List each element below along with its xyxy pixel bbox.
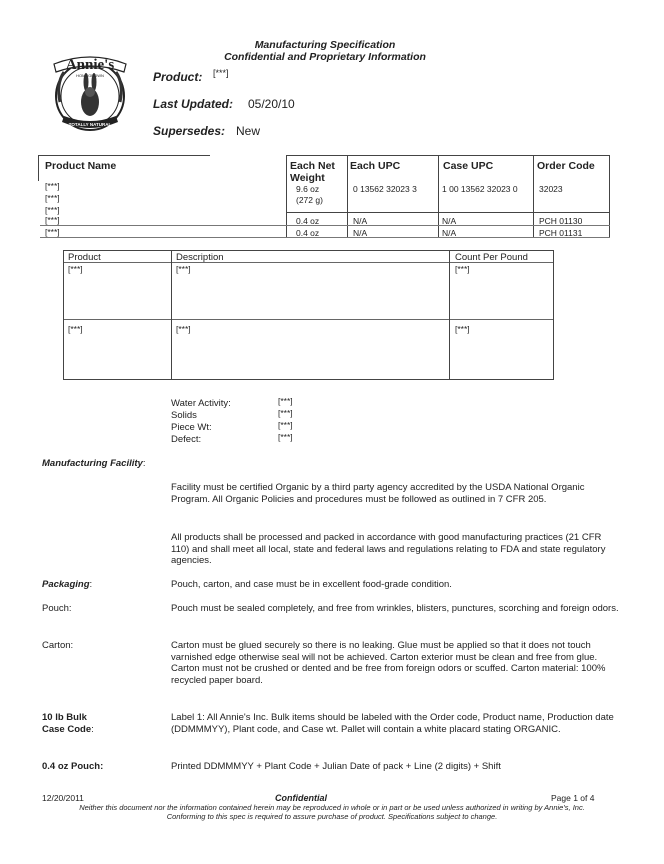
supersedes-label: Supersedes: bbox=[153, 124, 226, 138]
spec-label: Water Activity: bbox=[171, 398, 231, 409]
spec-label: Piece Wt: bbox=[171, 422, 212, 433]
desc-cell: [***] bbox=[68, 264, 83, 274]
product-name-cell: [***] bbox=[45, 205, 60, 215]
col-case-upc: Case UPC bbox=[443, 160, 494, 172]
facility-paragraph-1: Facility must be certified Organic by a third party agency accredited by the USDA National Organic Program. All Organic Policies and procedures must be followed as outlined in 7 CFR 205. bbox=[171, 482, 585, 505]
order-code-cell: PCH 01130 bbox=[539, 216, 583, 226]
table-rule bbox=[171, 250, 172, 380]
svg-text:HOMEGROWN: HOMEGROWN bbox=[76, 73, 104, 78]
svg-text:TOTALLY NATURAL: TOTALLY NATURAL bbox=[68, 122, 112, 127]
table-rule bbox=[38, 155, 39, 181]
pouch-text: Pouch must be sealed completely, and free from wrinkles, blisters, punctures, scorching and foreign odors. bbox=[171, 603, 619, 614]
table-rule bbox=[63, 250, 554, 251]
col-product: Product bbox=[68, 252, 101, 263]
col-product-name: Product Name bbox=[45, 160, 117, 172]
last-updated-label: Last Updated: bbox=[153, 97, 234, 111]
table-rule bbox=[63, 379, 554, 380]
table-rule bbox=[63, 250, 64, 380]
weight-cell: 9.6 oz bbox=[296, 184, 320, 194]
packaging-heading bbox=[42, 579, 92, 590]
carton-text: Carton must be glued securely so there is no leaking. Glue must be applied so that it does not touch varnished edge otherwise seal will not be achieved. Carton exterior must be clean and free from glue. Carton must not be crushed or dented and be free from foreign odors or scuffed. Carton material: 100% recycled paper board. bbox=[171, 640, 606, 686]
table-rule bbox=[553, 250, 554, 380]
product-name-cell: [***] bbox=[45, 181, 60, 191]
pouch-label: Pouch: bbox=[42, 603, 72, 614]
order-code-cell: PCH 01131 bbox=[539, 228, 583, 238]
facility-label: Manufacturing Facility bbox=[42, 458, 143, 469]
desc-cell: [***] bbox=[455, 264, 470, 274]
order-code-cell: 32023 bbox=[539, 184, 563, 194]
bulk-label-line1: 10 lb Bulk bbox=[42, 712, 87, 723]
supersedes-value: New bbox=[236, 124, 261, 138]
weight-cell: 0.4 oz bbox=[296, 228, 320, 238]
table-rule bbox=[286, 155, 610, 156]
desc-cell: [***] bbox=[68, 324, 83, 334]
product-label: Product: bbox=[153, 70, 203, 84]
carton-label: Carton: bbox=[42, 640, 74, 651]
case-upc-cell: N/A bbox=[442, 228, 457, 238]
bulk-label-text: Case Code bbox=[42, 724, 92, 735]
col-net-weight: Each Net Weight bbox=[290, 160, 335, 184]
bulk-colon: : bbox=[91, 724, 94, 735]
col-each-upc: Each UPC bbox=[350, 160, 401, 172]
doc-subtitle: Confidential and Proprietary Information bbox=[224, 51, 426, 63]
weight-cell: 0.4 oz bbox=[296, 216, 320, 226]
spec-value: [***] bbox=[278, 408, 293, 418]
product-name-cell: [***] bbox=[45, 215, 60, 225]
desc-cell: [***] bbox=[455, 324, 470, 334]
table-rule bbox=[63, 319, 554, 320]
facility-paragraph-2: All products shall be processed and packed in accordance with good manufacturing practices (21 CFR 110) and shall meet all local, state and federal laws and regulations relating to FDA and state regulatory agencies. bbox=[171, 532, 606, 566]
packaging-colon: : bbox=[89, 579, 93, 590]
upc-cell: 0 13562 32023 3 bbox=[353, 184, 417, 194]
facility-colon: : bbox=[142, 458, 146, 469]
pouch04-text: Printed DDMMMYY + Plant Code + Julian Date of pack + Line (2 digits) + Shift bbox=[171, 761, 501, 772]
table-rule bbox=[38, 155, 210, 156]
product-name-cell: [***] bbox=[45, 227, 60, 237]
spec-value: [***] bbox=[278, 432, 293, 442]
weight-cell: (272 g) bbox=[296, 195, 323, 205]
product-value: [***] bbox=[213, 68, 229, 78]
doc-title: Manufacturing Specification bbox=[254, 39, 396, 51]
svg-text:Annie's: Annie's bbox=[65, 57, 115, 73]
footer-notice: Neither this document nor the information contained herein may be reproduced in whole or in part or be used unless authorized in writing by Annie's, Inc. Conforming to this spec is required to assure purchase of product. Specifications subject to change. bbox=[79, 803, 585, 821]
col-count-per-pound: Count Per Pound bbox=[455, 252, 528, 263]
spec-label: Solids bbox=[171, 410, 197, 421]
footer-page: Page 1 of 4 bbox=[551, 793, 595, 803]
spec-value: [***] bbox=[278, 396, 293, 406]
table-rule bbox=[40, 237, 610, 238]
spec-label: Defect: bbox=[171, 434, 202, 445]
product-name-cell: [***] bbox=[45, 193, 60, 203]
table-rule bbox=[449, 250, 450, 380]
packaging-text: Pouch, carton, and case must be in excellent food-grade condition. bbox=[171, 579, 452, 590]
spec-value: [***] bbox=[278, 420, 293, 430]
upc-cell: N/A bbox=[353, 216, 368, 226]
footer-confidential: Confidential bbox=[275, 793, 327, 803]
facility-heading bbox=[42, 458, 145, 469]
pouch04-label: 0.4 oz Pouch: bbox=[42, 761, 104, 772]
last-updated-value: 05/20/10 bbox=[248, 97, 295, 111]
case-upc-cell: 1 00 13562 32023 0 bbox=[442, 184, 518, 194]
bulk-label-line2 bbox=[42, 724, 94, 735]
col-description: Description bbox=[176, 252, 224, 263]
col-order-code: Order Code bbox=[537, 160, 595, 172]
packaging-label: Packaging bbox=[42, 579, 90, 590]
annies-logo bbox=[48, 44, 132, 136]
table-rule bbox=[40, 225, 610, 226]
bulk-text: Label 1: All Annie's Inc. Bulk items should be labeled with the Order code, Product name, Production date (DDMMMYY), Plant code, and Case wt. Pallet will contain a white placard stating ORGANIC. bbox=[171, 712, 614, 735]
upc-cell: N/A bbox=[353, 228, 368, 238]
footer-date: 12/20/2011 bbox=[42, 793, 84, 803]
desc-cell: [***] bbox=[176, 324, 191, 334]
table-rule bbox=[286, 212, 610, 213]
case-upc-cell: N/A bbox=[442, 216, 457, 226]
desc-cell: [***] bbox=[176, 264, 191, 274]
